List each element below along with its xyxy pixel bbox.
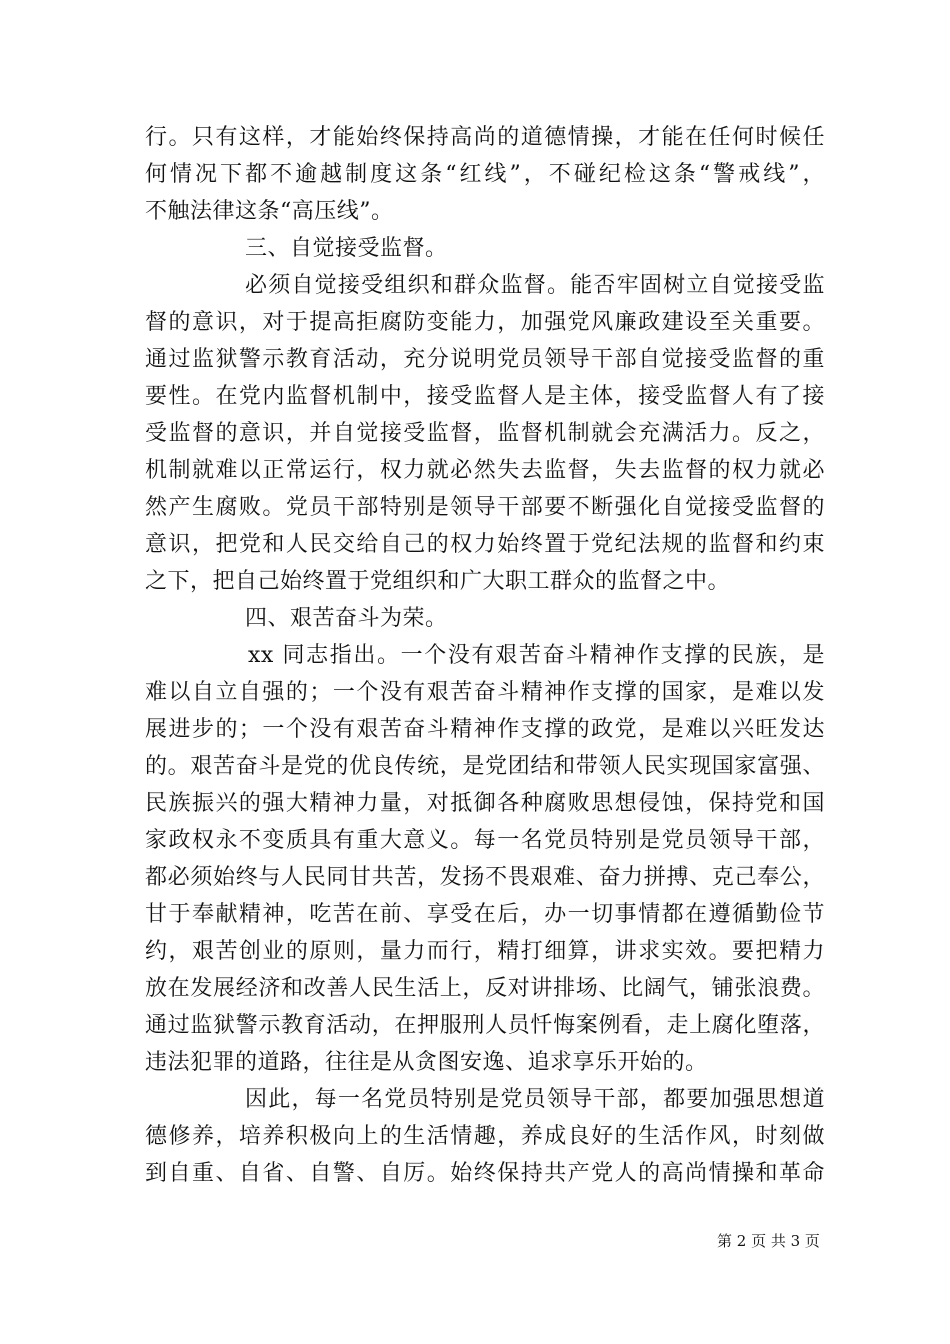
text-line: 行。只有这样，才能始终保持高尚的道德情操，才能在任何时候任 [145, 125, 825, 150]
text-line: 之下，把自己始终置于党组织和广大职工群众的监督之中。 [145, 569, 731, 594]
text-line: 到自重、自省、自警、自厉。始终保持共产党人的高尚情操和革命 [145, 1161, 825, 1186]
text-line: 通过监狱警示教育活动，充分说明党员领导干部自觉接受监督的重 [145, 347, 825, 372]
text-line: 的。艰苦奋斗是党的优良传统，是党团结和带领人民实现国家富强、 [145, 754, 825, 779]
text-line: xx 同志指出。一个没有艰苦奋斗精神作支撑的民族，是 [248, 643, 825, 668]
text-line: 约，艰苦创业的原则，量力而行，精打细算，讲求实效。要把精力 [145, 939, 825, 964]
text-line: 通过监狱警示教育活动，在押服刑人员忏悔案例看，走上腐化堕落， [145, 1013, 825, 1038]
text-line: 机制就难以正常运行，权力就必然失去监督，失去监督的权力就必 [145, 458, 825, 483]
text-line: 因此，每一名党员特别是党员领导干部，都要加强思想道 [245, 1087, 825, 1112]
section-heading: 四、艰苦奋斗为荣。 [245, 606, 448, 631]
text-line: 家政权永不变质具有重大意义。每一名党员特别是党员领导干部， [145, 828, 825, 853]
text-line: 难以自立自强的；一个没有艰苦奋斗精神作支撑的国家，是难以发 [145, 680, 825, 705]
text-line: 不触法律这条“高压线”。 [145, 199, 394, 224]
text-line: 必须自觉接受组织和群众监督。能否牢固树立自觉接受监 [245, 273, 825, 298]
page-number: 第 2 页 共 3 页 [717, 1232, 820, 1250]
text-line: 都必须始终与人民同甘共苦，发扬不畏艰难、奋力拼搏、克己奉公， [145, 865, 825, 890]
text-line: 何情况下都不逾越制度这条“红线”，不碰纪检这条“警戒线”， [145, 162, 825, 187]
text-line: 受监督的意识，并自觉接受监督，监督机制就会充满活力。反之， [145, 421, 825, 446]
text-line: 德修养，培养积极向上的生活情趣，养成良好的生活作风，时刻做 [145, 1124, 825, 1149]
text-line: 展进步的；一个没有艰苦奋斗精神作支撑的政党，是难以兴旺发达 [145, 717, 825, 742]
text-line: 违法犯罪的道路，往往是从贪图安逸、追求享乐开始的。 [145, 1050, 708, 1075]
text-line: 要性。在党内监督机制中，接受监督人是主体，接受监督人有了接 [145, 384, 825, 409]
text-line: 放在发展经济和改善人民生活上，反对讲排场、比阔气，铺张浪费。 [145, 976, 825, 1001]
text-line: 意识，把党和人民交给自己的权力始终置于党纪法规的监督和约束 [145, 532, 825, 557]
text-line: 然产生腐败。党员干部特别是领导干部要不断强化自觉接受监督的 [145, 495, 825, 520]
section-heading: 三、自觉接受监督。 [245, 236, 448, 261]
text-line: 甘于奉献精神，吃苦在前、享受在后，办一切事情都在遵循勤俭节 [145, 902, 825, 927]
text-line: 民族振兴的强大精神力量，对抵御各种腐败思想侵蚀，保持党和国 [145, 791, 825, 816]
text-line: 督的意识，对于提高拒腐防变能力，加强党风廉政建设至关重要。 [145, 310, 825, 335]
